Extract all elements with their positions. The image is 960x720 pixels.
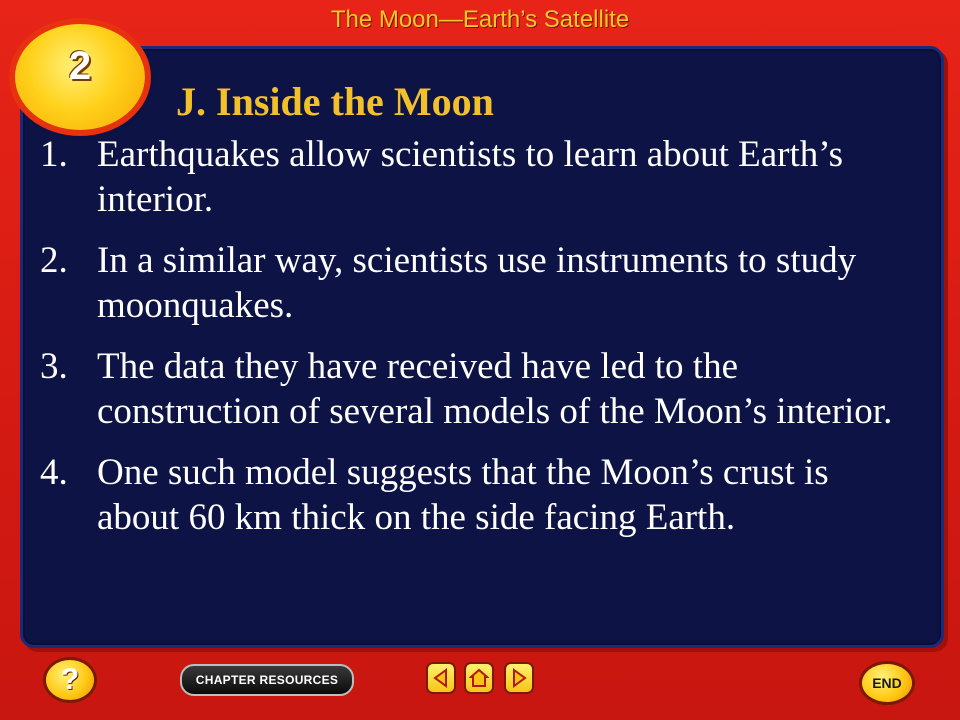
end-button[interactable]: END [862,664,912,702]
previous-button[interactable] [428,664,454,692]
list-item [40,450,920,540]
list-item [40,238,920,328]
item-number: 3. [40,346,68,387]
item-number: 4. [40,452,68,493]
chapter-resources-button[interactable]: CHAPTER RESOURCES [180,664,354,696]
section-number: 2 [68,44,92,88]
help-button[interactable]: ? [46,660,94,700]
item-text: One such model suggests that the Moon’s crust is about 60 km thick on the side facing Earth. [97,452,829,538]
item-text: The data they have received have led to the construction of several models of the Moon’s interior. [97,346,893,432]
content-list [40,132,920,556]
home-icon [469,668,489,688]
item-number: 1. [40,134,68,175]
page-title: The Moon—Earth’s Satellite [330,6,630,33]
next-button[interactable] [506,664,532,692]
home-button[interactable] [466,664,492,692]
slide-heading: J. Inside the Moon [176,79,494,124]
list-item [40,132,920,222]
list-item [40,344,920,434]
previous-arrow-icon [431,668,451,688]
item-number: 2. [40,240,68,281]
item-text: In a similar way, scientists use instruments to study moonquakes. [97,240,857,326]
next-arrow-icon [509,668,529,688]
item-text: Earthquakes allow scientists to learn about Earth’s interior. [97,134,843,220]
